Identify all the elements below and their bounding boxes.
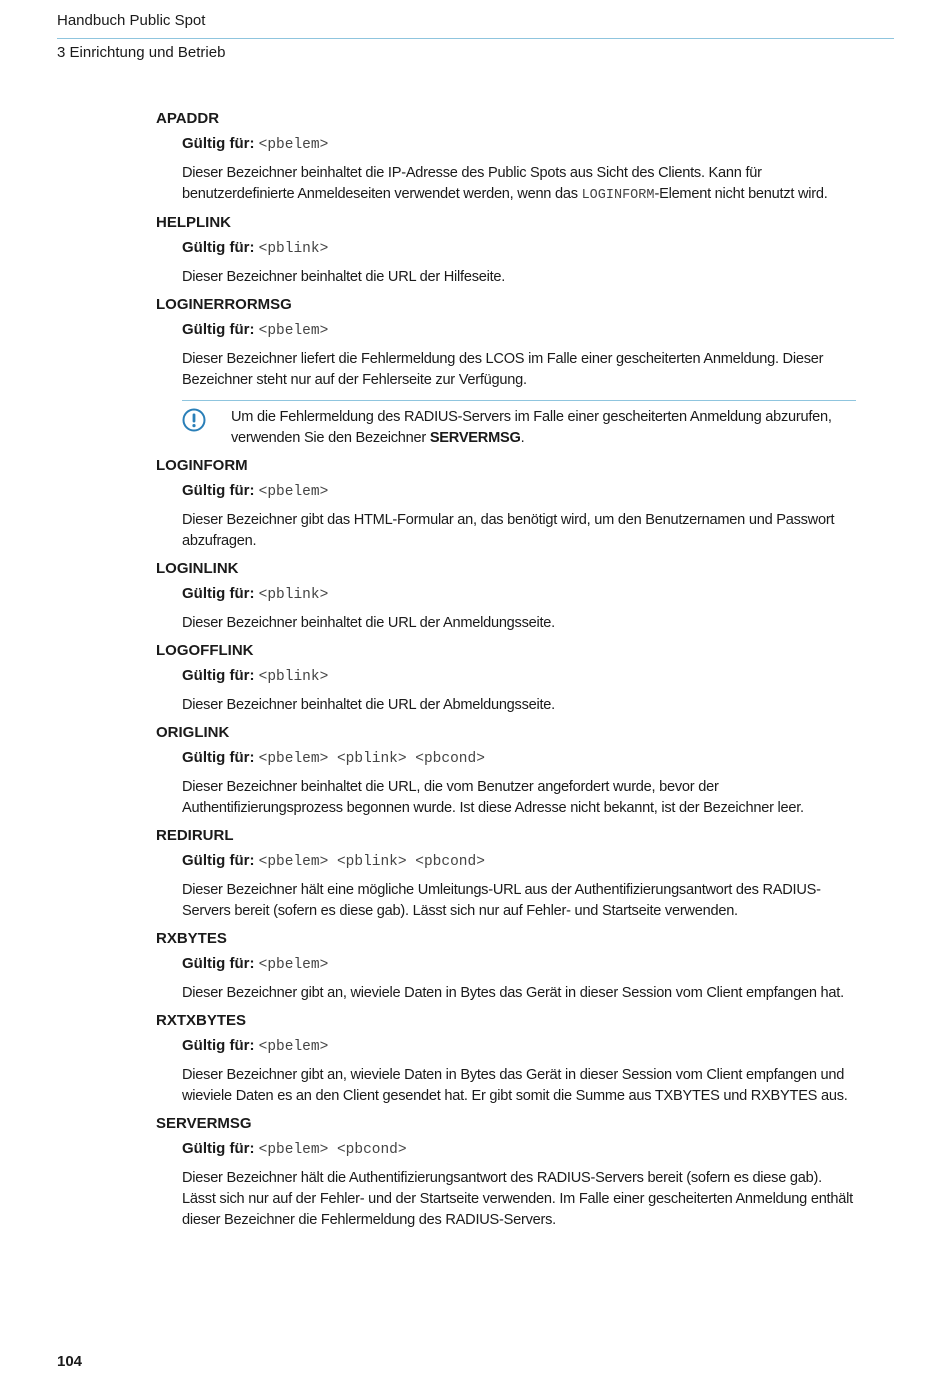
entry-description: Dieser Bezeichner gibt an, wieviele Daten in Bytes das Gerät in dieser Session vom Client empfangen hat. — [182, 985, 844, 1001]
entry-apaddr — [156, 109, 856, 206]
valid-for-label: Gültig für: — [182, 321, 255, 338]
valid-for-tags: <pblink> — [258, 669, 329, 685]
entry-term: ORIGLINK — [156, 724, 230, 741]
description-text: Dieser Bezeichner beinhaltet die IP-Adresse des Public Spots aus Sicht des Clients. Kann für benutzerdefinierte Anmeldeseiten verwendet werden, wenn das — [182, 165, 762, 202]
entry-term: HELPLINK — [156, 214, 231, 231]
note-text-part: . — [520, 430, 525, 446]
entry-servermsg — [156, 1114, 856, 1231]
entry-logofflink — [156, 641, 856, 716]
valid-for-label: Gültig für: — [182, 1140, 255, 1157]
chapter-title: 3 Einrichtung und Betrieb — [57, 44, 226, 61]
valid-for-tags: <pblink> — [258, 587, 329, 603]
manual-title: Handbuch Public Spot — [57, 12, 206, 29]
valid-for-line — [182, 851, 856, 872]
valid-for-label: Gültig für: — [182, 852, 255, 869]
entry-origlink — [156, 723, 856, 819]
valid-for-label: Gültig für: — [182, 667, 255, 684]
entry-helplink — [156, 213, 856, 288]
valid-for-line — [182, 320, 856, 341]
entry-term: LOGINFORM — [156, 457, 248, 474]
entry-loginlink — [156, 559, 856, 634]
entry-description: Dieser Bezeichner liefert die Fehlermeldung des LCOS im Falle einer gescheiterten Anmeldung. Dieser Bezeichner steht nur auf der Fehlerseite zur Verfügung. — [182, 351, 824, 388]
valid-for-tags: <pbelem> <pblink> <pbcond> — [258, 854, 485, 870]
valid-for-label: Gültig für: — [182, 1037, 255, 1054]
note-text-part: Um die Fehlermeldung des RADIUS-Servers im Falle einer gescheiterten Anmeldung abzurufen, verwenden Sie den Bezeichner — [231, 409, 832, 446]
entry-description: Dieser Bezeichner beinhaltet die URL der Hilfeseite. — [182, 269, 506, 285]
entry-description: Dieser Bezeichner gibt an, wieviele Daten in Bytes das Gerät in dieser Session vom Client empfangen und wieviele Daten es an den Client gesendet hat. Er gibt somit die Summe aus TXBYTES und RXBYTES aus. — [182, 1067, 848, 1104]
entry-description: Dieser Bezeichner gibt das HTML-Formular an, das benötigt wird, um den Benutzernamen und Passwort abzufragen. — [182, 512, 835, 549]
valid-for-tags: <pbelem> — [258, 484, 329, 500]
entry-loginerrormsg — [156, 295, 856, 449]
entry-term: RXTXBYTES — [156, 1012, 247, 1029]
valid-for-label: Gültig für: — [182, 585, 255, 602]
valid-for-tags: <pbelem> — [258, 957, 329, 973]
valid-for-line — [182, 954, 856, 975]
valid-for-label: Gültig für: — [182, 135, 255, 152]
header-divider — [57, 38, 894, 39]
valid-for-line — [182, 134, 856, 155]
entry-term: LOGINLINK — [156, 560, 239, 577]
valid-for-tags: <pbelem> — [258, 323, 329, 339]
note-text — [231, 407, 856, 449]
valid-for-label: Gültig für: — [182, 749, 255, 766]
valid-for-tags: <pbelem> <pbcond> — [258, 1142, 407, 1158]
valid-for-label: Gültig für: — [182, 955, 255, 972]
valid-for-tags: <pblink> — [258, 241, 329, 257]
valid-for-label: Gültig für: — [182, 239, 255, 256]
entry-rxbytes — [156, 929, 856, 1004]
entry-term: LOGOFFLINK — [156, 642, 254, 659]
entry-description: Dieser Bezeichner hält eine mögliche Umleitungs-URL aus der Authentifizierungsantwort des RADIUS-Servers bereit (sofern es diese gab). Lässt sich nur auf Fehler- und Startseite verwenden. — [182, 882, 821, 919]
entry-term: LOGINERRORMSG — [156, 296, 292, 313]
code-term: LOGINFORM — [581, 188, 655, 203]
entry-term: APADDR — [156, 110, 220, 127]
note-box — [182, 400, 856, 449]
valid-for-line — [182, 481, 856, 502]
entry-term: REDIRURL — [156, 827, 234, 844]
entry-description: Dieser Bezeichner beinhaltet die URL, die vom Benutzer angefordert wurde, bevor der Authentifizierungsprozess begonnen wurde. Ist diese Adresse nicht bekannt, ist der Bezeichner leer. — [182, 779, 804, 816]
page-number: 104 — [57, 1353, 83, 1370]
entry-redirurl — [156, 826, 856, 922]
description-text: -Element nicht benutzt wird. — [654, 186, 828, 202]
valid-for-line — [182, 666, 856, 687]
valid-for-tags: <pbelem> — [258, 1039, 329, 1055]
entry-term: SERVERMSG — [156, 1115, 252, 1132]
identifier-list — [156, 109, 856, 1238]
entry-description: Dieser Bezeichner beinhaltet die URL der Abmeldungsseite. — [182, 697, 555, 713]
valid-for-line — [182, 1036, 856, 1057]
valid-for-line — [182, 748, 856, 769]
entry-loginform — [156, 456, 856, 552]
entry-description — [182, 163, 856, 206]
entry-description: Dieser Bezeichner hält die Authentifizierungsantwort des RADIUS-Servers bereit (sofern es diese gab). Lässt sich nur auf der Fehler- und der Startseite verwenden. Im Falle einer gescheiterten Anmeldung enthält dieser Bezeichner die Fehlermeldung des RADIUS-Servers. — [182, 1170, 853, 1228]
entry-rxtxbytes — [156, 1011, 856, 1107]
valid-for-label: Gültig für: — [182, 482, 255, 499]
entry-description: Dieser Bezeichner beinhaltet die URL der Anmeldungsseite. — [182, 615, 555, 631]
valid-for-tags: <pbelem> <pblink> <pbcond> — [258, 751, 485, 767]
valid-for-tags: <pbelem> — [258, 137, 329, 153]
valid-for-line — [182, 1139, 856, 1160]
valid-for-line — [182, 584, 856, 605]
valid-for-line — [182, 238, 856, 259]
note-bold-term: SERVERMSG — [429, 430, 521, 446]
entry-term: RXBYTES — [156, 930, 227, 947]
info-exclamation-icon — [182, 408, 206, 432]
